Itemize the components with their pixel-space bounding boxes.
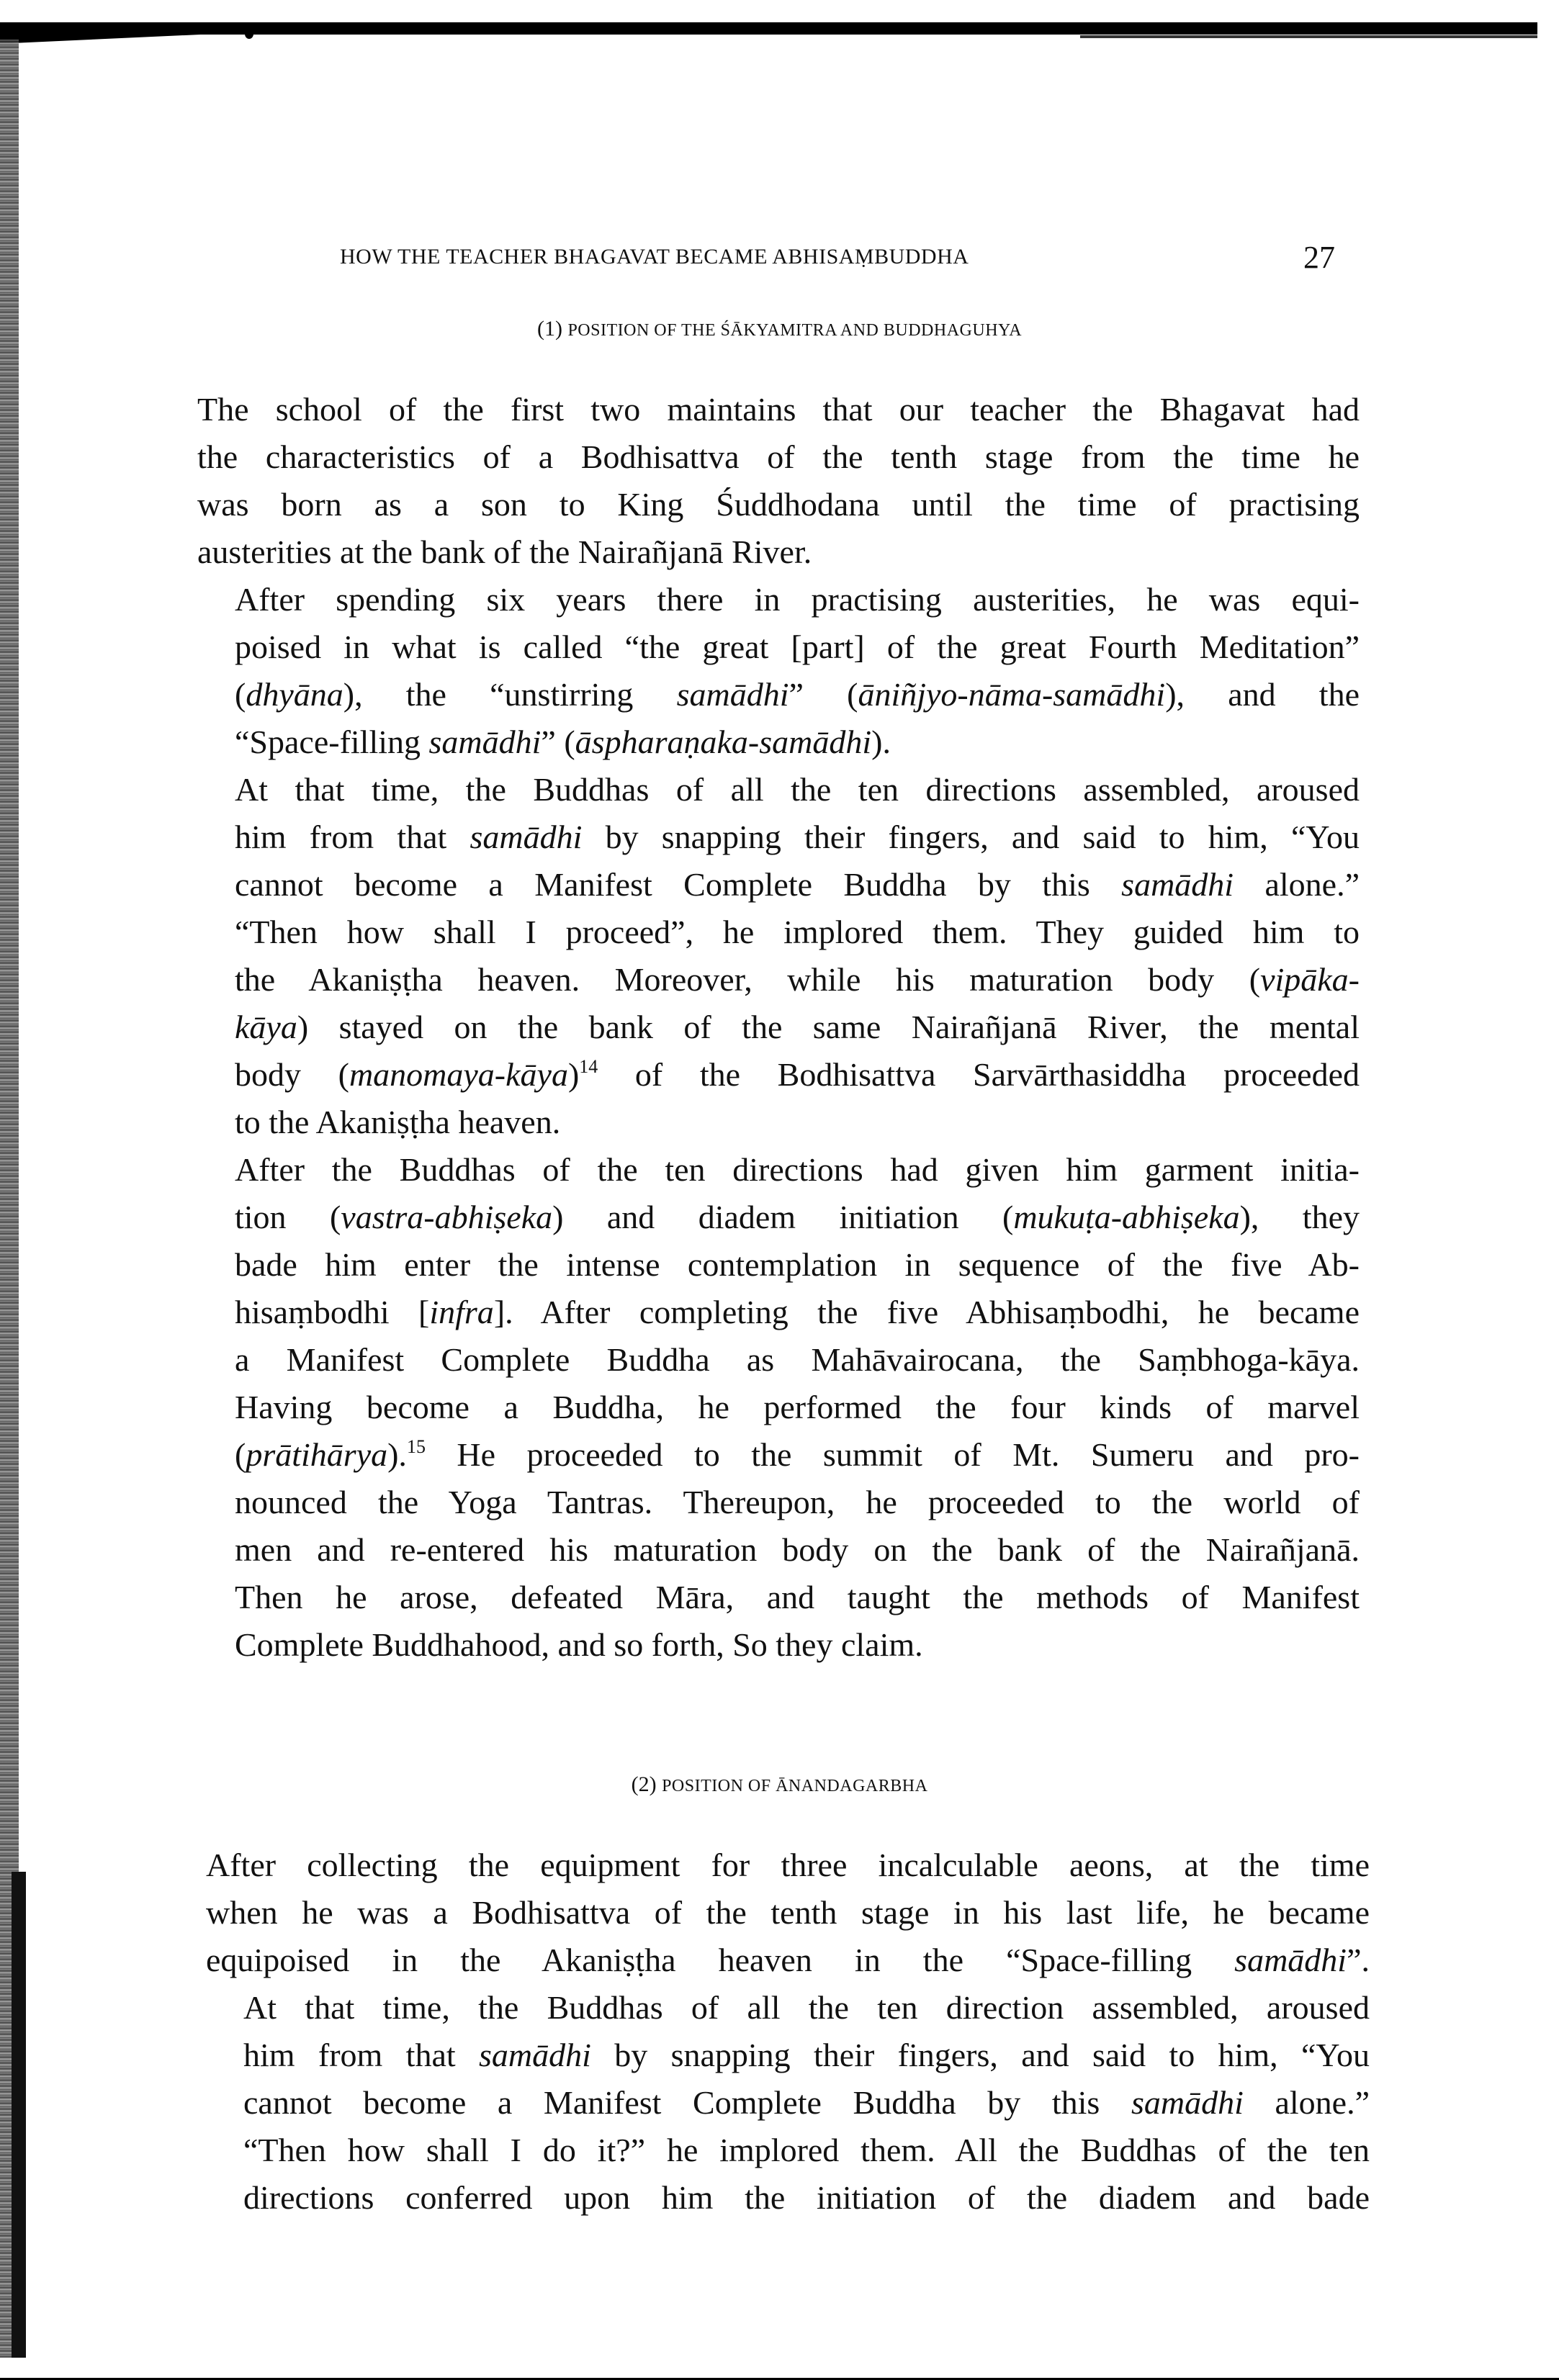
section-number: (1) — [536, 317, 562, 341]
running-head — [340, 239, 1362, 282]
text-line: equipoised in the Akaniṣṭha heaven in the “Space-filling samādhi”. — [206, 1942, 1370, 1978]
scan-left-gutter-dark — [12, 1872, 26, 2358]
text-line: cannot become a Manifest Complete Buddha by this samādhi alone.” — [235, 866, 1360, 903]
text-line: After spending six years there in practising austerities, he was equi- — [235, 581, 1360, 618]
running-title: HOW THE TEACHER BHAGAVAT BECAME ABHISAṂBUDDHA — [340, 245, 969, 269]
paragraph — [197, 576, 1360, 766]
section-heading-2 — [0, 1772, 1559, 1797]
text-line: a Manifest Complete Buddha as Mahāvairocana, the Saṃbhoga-kāya. — [235, 1341, 1360, 1378]
text-line: directions conferred upon him the initiation of the diadem and bade — [243, 2179, 1370, 2216]
text-line: cannot become a Manifest Complete Buddha by this samādhi alone.” — [243, 2084, 1370, 2121]
section-title: POSITION OF THE ŚĀKYAMITRA AND BUDDHAGUHYA — [567, 321, 1023, 340]
text-line: tion (vastra-abhiṣeka) and diadem initiation (mukuṭa-abhiṣeka), they — [235, 1199, 1360, 1235]
text-line: him from that samādhi by snapping their fingers, and said to him, “You — [235, 819, 1360, 855]
text-line: was born as a son to King Śuddhodana until the time of practising — [197, 486, 1360, 523]
text-line: After the Buddhas of the ten directions had given him garment initia- — [235, 1151, 1360, 1188]
text-line: bade him enter the intense contemplation in sequence of the five Ab- — [235, 1246, 1360, 1283]
section-number: (2) — [631, 1772, 657, 1796]
text-line: Complete Buddhahood, and so forth, So they claim. — [235, 1626, 923, 1663]
page-number: 27 — [1303, 240, 1335, 275]
text-line: Having become a Buddha, he performed the four kinds of marvel — [235, 1389, 1360, 1425]
text-line: poised in what is called “the great [part] of the great Fourth Meditation” — [235, 628, 1360, 665]
section-2-body — [206, 1842, 1370, 2222]
paragraph — [197, 386, 1360, 576]
text-line: “Then how shall I proceed”, he implored them. They guided him to — [235, 914, 1360, 950]
text-line: The school of the first two maintains that our teacher the Bhagavat had — [197, 391, 1360, 428]
section-heading-1 — [0, 317, 1559, 341]
section-1-body — [197, 386, 1360, 1669]
text-line: At that time, the Buddhas of all the ten direction assembled, aroused — [243, 1989, 1370, 2026]
paragraph — [197, 766, 1360, 1146]
scan-ink-blot — [245, 29, 253, 39]
paragraph — [206, 1842, 1370, 1984]
text-line: the Akaniṣṭha heaven. Moreover, while his maturation body (vipāka- — [235, 961, 1360, 998]
text-line: to the Akaniṣṭha heaven. — [235, 1104, 561, 1140]
text-line: nounced the Yoga Tantras. Thereupon, he proceeded to the world of — [235, 1484, 1360, 1520]
footnote-ref: 14 — [579, 1056, 598, 1077]
text-line: men and re-entered his maturation body on the bank of the Nairañjanā. — [235, 1531, 1360, 1568]
text-line: when he was a Bodhisattva of the tenth stage in his last life, he became — [206, 1894, 1370, 1931]
footnote-ref: 15 — [406, 1436, 426, 1457]
text-line: Then he arose, defeated Māra, and taught the methods of Manifest — [235, 1579, 1360, 1615]
text-line: (dhyāna), the “unstirring samādhi” (āniñjyo-nāma-samādhi), and the — [235, 676, 1360, 713]
text-line: body (manomaya-kāya)$^{14}$ of the Bodhisattva Sarvārthasiddha proceeded — [235, 1056, 1360, 1093]
text-line: kāya) stayed on the bank of the same Nairañjanā River, the mental — [235, 1009, 1360, 1045]
paragraph — [206, 1984, 1370, 2222]
text-line: After collecting the equipment for three incalculable aeons, at the time — [206, 1847, 1370, 1883]
text-line: (prātihārya).$^{15}$ He proceeded to the summit of Mt. Sumeru and pro- — [235, 1436, 1360, 1473]
section-title: POSITION OF ĀNANDAGARBHA — [662, 1777, 928, 1795]
text-line: him from that samādhi by snapping their fingers, and said to him, “You — [243, 2037, 1370, 2073]
paragraph — [197, 1384, 1360, 1669]
scan-top-border-shadow — [0, 32, 238, 43]
text-line: “Space-filling samādhi” (āspharaṇaka-samādhi). — [235, 724, 891, 760]
text-line: hisaṃbodhi [infra]. After completing the five Abhisaṃbodhi, he became — [235, 1294, 1360, 1330]
text-line: At that time, the Buddhas of all the ten directions assembled, aroused — [235, 771, 1360, 808]
text-line: “Then how shall I do it?” he implored them. All the Buddhas of the ten — [243, 2132, 1370, 2168]
scan-top-border-edge — [1080, 35, 1537, 38]
text-line: austerities at the bank of the Nairañjanā River. — [197, 533, 812, 570]
text-line: the characteristics of a Bodhisattva of the tenth stage from the time he — [197, 438, 1360, 475]
paragraph — [197, 1146, 1360, 1384]
